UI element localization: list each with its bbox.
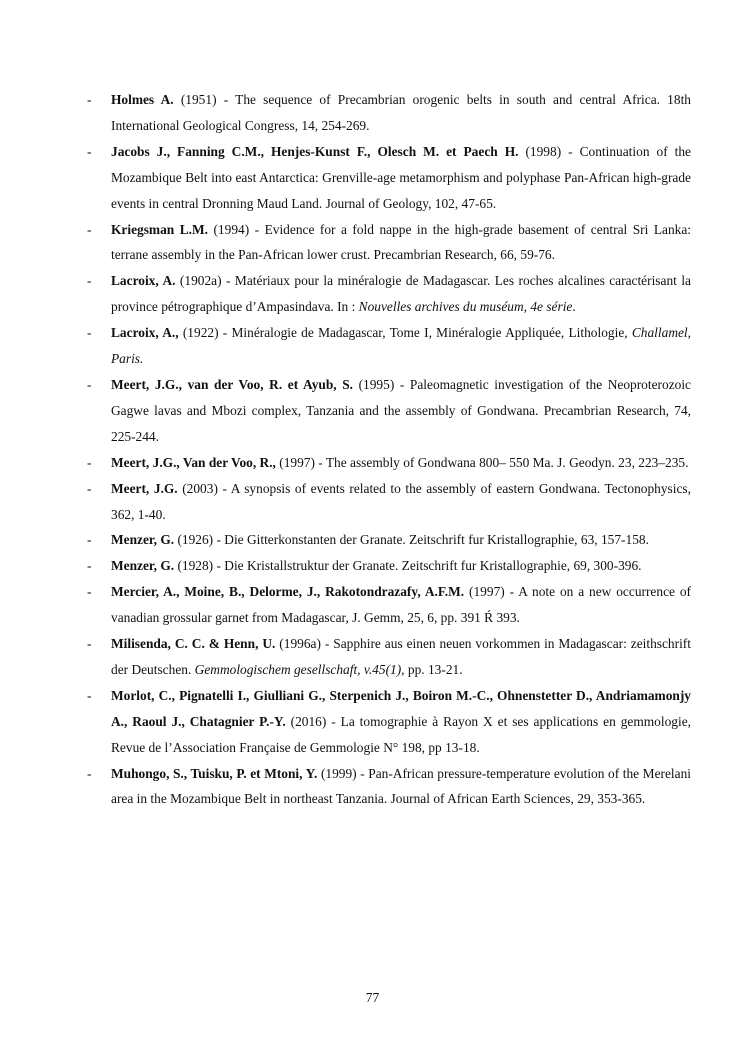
list-dash: - [87, 221, 92, 237]
list-dash: - [87, 376, 92, 392]
reference-list [87, 87, 691, 812]
reference-item [87, 320, 691, 372]
reference-item [87, 553, 691, 579]
reference-item [87, 527, 691, 553]
reference-authors: Lacroix, A., [111, 325, 179, 341]
list-dash: - [87, 480, 92, 496]
reference-text: (2016) - La tomographie à Rayon X et ses applications en gemmologie, Revue de l’Association Française de Gemmologie N° 198, pp 13-18. [111, 713, 691, 755]
reference-text: (2003) - A synopsis of events related to the assembly of eastern Gondwana. Tectonophysics, 362, 1-40. [111, 480, 691, 522]
reference-text: (1996a) - Sapphire aus einen neuen vorkommen in Madagascar: zeithschrift der Deutschen. [111, 636, 691, 677]
reference-authors: Muhongo, S., Tuisku, P. et Mtoni, Y. [111, 765, 318, 781]
reference-authors: Meert, J.G. [111, 480, 178, 496]
reference-text: (1995) - Paleomagnetic investigation of the Neoproterozoic Gagwe lavas and Mbozi complex, Tanzania and the assembly of Gondwana. Precambrian Research, 74, 225-244. [111, 376, 691, 444]
reference-authors: Menzer, G. [111, 532, 175, 548]
reference-text: (1922) - Minéralogie de Madagascar, Tome I, Minéralogie Appliquée, Lithologie, [178, 325, 632, 341]
page-number: 77 [365, 990, 380, 1005]
reference-item [87, 139, 691, 217]
reference-item [87, 476, 691, 528]
list-dash: - [87, 636, 92, 652]
reference-text: (1928) - Die Kristallstruktur der Granate. Zeitschrift fur Kristallographie, 69, 300-396. [174, 558, 642, 574]
reference-item [87, 450, 691, 476]
reference-authors: Menzer, G. [111, 558, 175, 574]
reference-text: (1999) - Pan-African pressure-temperature evolution of the Merelani area in the Mozambique Belt in northeast Tanzania. Journal of African Earth Sciences, 29, 353-365. [111, 765, 691, 807]
reference-item [87, 217, 691, 269]
reference-tail: pp. 13-21. [404, 661, 463, 677]
reference-text: (1997) - The assembly of Gondwana 800– 550 Ma. J. Geodyn. 23, 223–235. [275, 454, 689, 470]
reference-authors: Kriegsman L.M. [111, 221, 208, 237]
reference-text: (1951) - The sequence of Precambrian orogenic belts in south and central Africa. 18th International Geological Congress, 14, 254-269. [111, 92, 691, 133]
list-dash: - [87, 584, 92, 600]
list-dash: - [87, 687, 92, 703]
list-dash: - [87, 532, 92, 548]
list-dash: - [87, 325, 92, 341]
reference-text: (1998) - Continuation of the Mozambique Belt into east Antarctica: Grenville-age metamorphism and polyphase Pan-African high-grade events in central Dronning Maud Land. Journal of Geology, 102, 47-65. [111, 143, 691, 211]
reference-italic: Gemmologischem gesellschaft, v.45(1), [194, 661, 405, 677]
reference-item [87, 87, 691, 139]
list-dash: - [87, 765, 92, 781]
reference-authors: Meert, J.G., van der Voo, R. et Ayub, S. [111, 376, 353, 392]
reference-item [87, 683, 691, 761]
reference-authors: Mercier, A., Moine, B., Delorme, J., Rakotondrazafy, A.F.M. [111, 584, 465, 600]
reference-item [87, 268, 691, 320]
reference-text: (1926) - Die Gitterkonstanten der Granate. Zeitschrift fur Kristallographie, 63, 157-158. [174, 532, 649, 548]
reference-tail: . [572, 299, 576, 315]
reference-italic: Challamel, Paris. [111, 325, 691, 367]
reference-item [87, 372, 691, 450]
reference-italic: Nouvelles archives du muséum, 4e série [358, 299, 573, 315]
reference-item [87, 761, 691, 813]
list-dash: - [87, 273, 92, 289]
list-dash: - [87, 454, 92, 470]
list-dash: - [87, 92, 92, 107]
reference-text: (1997) - A note on a new occurrence of vanadian grossular garnet from Madagascar, J. Gemm, 25, 6, pp. 391 Ŕ 393. [111, 584, 691, 626]
list-dash: - [87, 558, 92, 574]
reference-authors: Meert, J.G., Van der Voo, R., [111, 454, 276, 470]
reference-text: (1994) - Evidence for a fold nappe in the high-grade basement of central Sri Lanka: terrane assembly in the Pan-African lower crust. Precambrian Research, 66, 59-76. [111, 221, 691, 263]
reference-authors: Lacroix, A. [111, 273, 176, 289]
list-dash: - [87, 143, 92, 159]
reference-authors: Jacobs J., Fanning C.M., Henjes-Kunst F., Olesch M. et Paech H. [111, 143, 519, 159]
reference-text: (1902a) - Matériaux pour la minéralogie de Madagascar. Les roches alcalines caractérisant la province pétrographique d’Ampasindava. In : [111, 273, 691, 315]
reference-authors: Holmes A. [111, 92, 174, 107]
reference-authors: Milisenda, C. C. & Henn, U. [111, 636, 276, 652]
reference-authors: Morlot, C., Pignatelli I., Giulliani G., Sterpenich J., Boiron M.-C., Ohnenstetter D., Andriamamonjy A., Raoul J., Chatagnier P.-Y. [111, 687, 691, 729]
reference-item [87, 579, 691, 631]
reference-item [87, 631, 691, 683]
